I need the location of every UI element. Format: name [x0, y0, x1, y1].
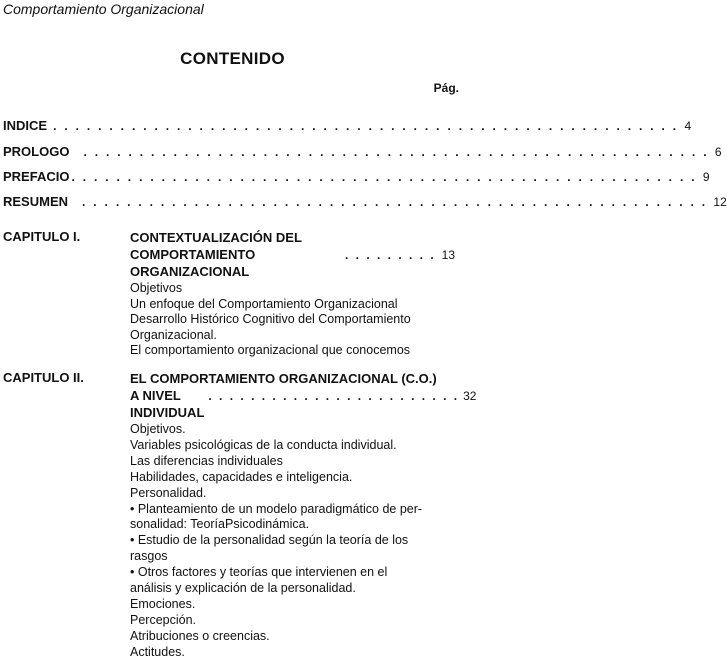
toc-entry-indice	[3, 118, 692, 133]
topic-item: Desarrollo Histórico Cognitivo del Comportamiento	[130, 312, 411, 327]
chapter-body	[130, 370, 477, 661]
chapter-title-text: A NIVEL INDIVIDUAL	[130, 388, 205, 420]
topic-item: análisis y explicación de la personalidad.	[130, 581, 356, 596]
topic-item: Un enfoque del Comportamiento Organizacional	[130, 296, 398, 311]
chapter-title-text: COMPORTAMIENTO ORGANIZACIONAL	[130, 247, 256, 279]
topic-item: Emociones.	[130, 596, 196, 611]
toc-entry-page: 12	[713, 195, 727, 209]
toc-entry-page: 6	[714, 145, 722, 159]
leader-dots: . . . . . . . . . . . . . . . . . . . . . . . . . . . . . . . . . . . . . . . . . . . . . . . . . . . . . . . .	[82, 195, 708, 209]
topic-item: Variables psicológicas de la conducta individual.	[130, 437, 397, 452]
topic-item: Objetivos.	[130, 422, 186, 436]
toc-entry-prologo	[3, 144, 722, 159]
topic-list	[130, 281, 455, 359]
leader-dots: . . . . . . . . . . . . . . . . . . . . . . . . . . . . . . . . . . . . . . . . . . . . . . . . . . . . . . . .	[53, 119, 679, 133]
chapter-label: CAPITULO II.	[3, 370, 84, 385]
topic-item: Objetivos	[130, 281, 183, 295]
toc-entry-resumen	[3, 194, 727, 209]
leader-dots: . . . . . . . . . . . . . . . . . . . . . . . .	[208, 389, 460, 403]
chapter-label: CAPITULO I.	[3, 229, 81, 244]
chapter-title-line	[130, 246, 455, 280]
chapter-body	[130, 229, 455, 359]
topic-item: Las diferencias individuales	[130, 453, 283, 468]
toc-entry-label: PREFACIO	[3, 169, 70, 184]
toc-entry-prefacio	[3, 169, 710, 184]
leader-dots: . . . . . . . . . . . . . . . . . . . . . . . . . . . . . . . . . . . . . . . . . . . . . . . . . . . . . . . .	[71, 170, 697, 184]
chapter-page: 13	[441, 248, 455, 262]
leader-dots: . . . . . . . . . . . . . . . . . . . . . . . . . . . . . . . . . . . . . . . . . . . . . . . . . . . . . . . .	[83, 145, 709, 159]
page-title: CONTENIDO	[180, 49, 285, 68]
topic-list	[130, 422, 455, 661]
chapter-title-line	[130, 387, 477, 421]
topic-item: Percepción.	[130, 612, 197, 627]
toc-entry-page: 4	[684, 119, 692, 133]
topic-item: • Estudio de la personalidad según la teoría de los	[130, 533, 409, 548]
toc-entry-label: INDICE	[3, 118, 48, 133]
toc-entry-label: PROLOGO	[3, 144, 70, 159]
topic-item: Actitudes.	[130, 644, 185, 659]
topic-item: • Otros factores y teorías que intervienen en el	[130, 565, 388, 580]
page-column-header: Pág.	[433, 81, 459, 95]
topic-item: Organizacional.	[130, 327, 217, 342]
leader-dots: . . . . . . . . .	[345, 248, 436, 262]
running-head: Comportamiento Organizacional	[3, 1, 204, 17]
topic-item: El comportamiento organizacional que conocemos	[130, 343, 411, 358]
topic-item: • Planteamiento de un modelo paradigmático de per-	[130, 501, 423, 516]
chapter-title-line: CONTEXTUALIZACIÓN DEL	[130, 230, 302, 245]
topic-item: Atribuciones o creencias.	[130, 628, 270, 643]
chapter-title-line: EL COMPORTAMIENTO ORGANIZACIONAL (C.O.)	[130, 371, 437, 386]
topic-item: Personalidad.	[130, 485, 207, 500]
toc-entry-page: 9	[702, 170, 710, 184]
topic-item: rasgos	[130, 549, 168, 564]
toc-entry-label: RESUMEN	[3, 194, 69, 209]
topic-item: sonalidad: TeoríaPsicodinámica.	[130, 517, 310, 532]
chapter-page: 32	[463, 389, 477, 403]
topic-item: Habilidades, capacidades e inteligencia.	[130, 469, 353, 484]
